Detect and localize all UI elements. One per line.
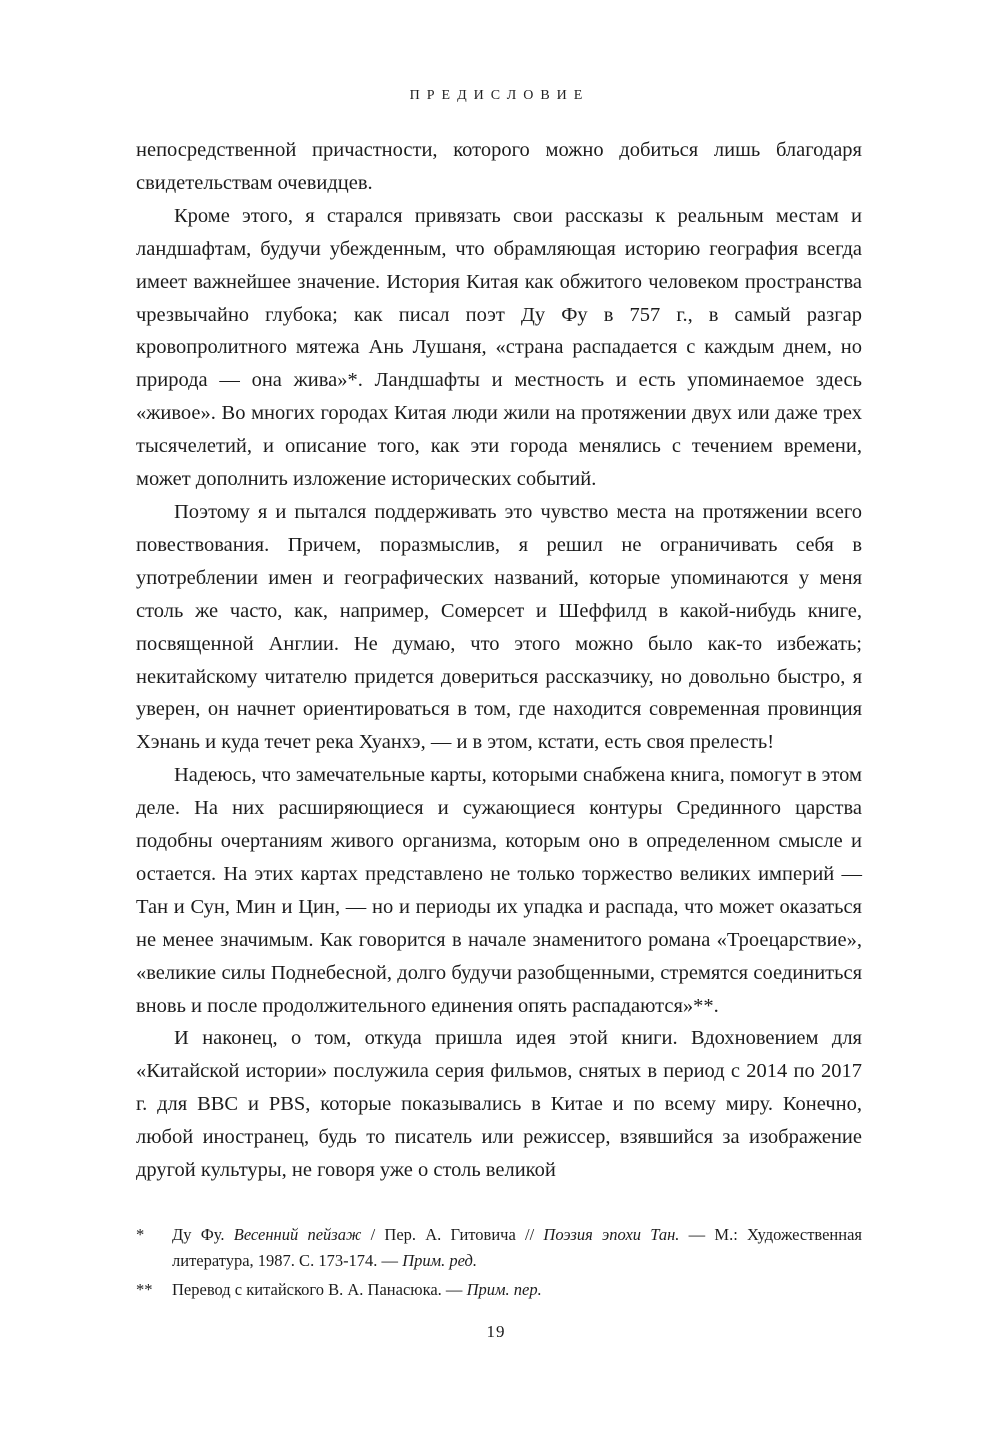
- footnotes: [136, 1222, 862, 1307]
- paragraph: И наконец, о том, откуда пришла идея этой книги. Вдохновением для «Китайской истории» послужила серия фильмов, снятых в период с 2014 по 2017 г. для BBC и PBS, которые показывались в Китае и по всему миру. Конечно, любой иностранец, будь то писатель или режиссер, взявшийся за изображение другой культуры, не говоря уже о столь великой: [136, 1027, 862, 1182]
- page-number: 19: [486, 1322, 506, 1341]
- paragraph: Кроме этого, я старался привязать свои рассказы к реальным местам и ландшафтам, будучи убежденным, что обрамляющая историю география всегда имеет важнейшее значение. История Китая как обжитого человеком пространства чрезвычайно глубока; как писал поэт Ду Фу в 757 г., в самый разгар кровопролитного мятежа Ань Лушаня, «страна распадается с каждым днем, но природа — она жива»*. Ландшафты и местность и есть упоминаемое здесь «живое». Во многих городах Китая люди жили на протяжении двух или даже трех тысячелетий, и описание того, как эти города менялись с течением времени, может дополнить изложение исторических событий.: [136, 204, 862, 491]
- paragraph: Поэтому я и пытался поддерживать это чувство места на протяжении всего повествования. Причем, поразмыслив, я решил не ограничивать себя в употреблении имен и географических названий, которые упоминаются у меня столь же часто, как, например, Сомерсет и Шеффилд в какой-нибудь книге, посвященной Англии. Не думаю, что этого можно было как-то избежать; некитайскому читателю придется довериться рассказчику, но довольно быстро, я уверен, он начнет ориентироваться в том, где находится современная провинция Хэнань и куда течет река Хуанхэ, — и в этом, кстати, есть своя прелесть!: [136, 500, 862, 754]
- footnote: [136, 1222, 862, 1273]
- footnote-marker: *: [136, 1225, 145, 1244]
- footnote-text: Перевод с китайского В. А. Панасюка. — Прим. пер.: [172, 1280, 542, 1299]
- paragraph: Надеюсь, что замечательные карты, которыми снабжена книга, помогут в этом деле. На них расширяющиеся и сужающиеся контуры Срединного царства подобны очертаниям живого организма, которым оно в определенном смысле и остается. На этих картах представлено не только торжество великих империй — Тан и Сун, Мин и Цин, — но и периоды их упадка и распада, что может оказаться не менее значимым. Как говорится в начале знаменитого романа «Троецарствие», «великие силы Поднебесной, долго будучи разобщенными, стремятся соединиться вновь и после продолжительного единения опять распадаются»**.: [136, 764, 862, 1017]
- footnote: [136, 1277, 862, 1303]
- paragraph: непосредственной причастности, которого можно добиться лишь благодаря свидетельствам очевидцев.: [136, 139, 862, 194]
- running-head: ПРЕДИСЛОВИЕ: [409, 88, 590, 103]
- footnote-text: Ду Фу. Весенний пейзаж / Пер. А. Гитовича // Поэзия эпохи Тан. — М.: Художественная литература, 1987. С. 173-174. — Прим. ред.: [172, 1225, 862, 1270]
- body-text: [136, 134, 862, 1187]
- footnote-marker: **: [136, 1280, 153, 1299]
